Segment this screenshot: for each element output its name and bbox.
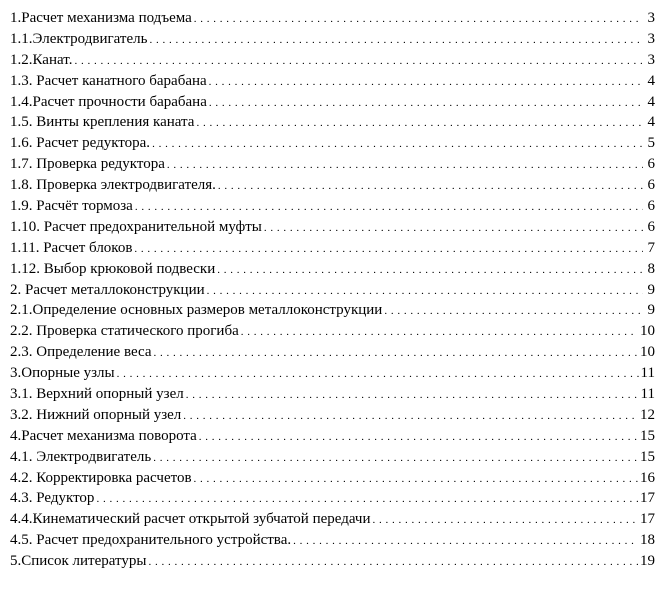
table-of-contents bbox=[10, 8, 655, 572]
toc-entry-title: 2.1.Определение основных размеров металлоконструкции bbox=[10, 302, 383, 319]
toc-entry-page: 15 bbox=[640, 427, 655, 444]
toc-dot-leader bbox=[199, 427, 638, 447]
toc-dot-leader bbox=[194, 9, 643, 29]
toc-entry bbox=[10, 551, 655, 572]
toc-entry bbox=[10, 280, 655, 301]
toc-entry-title: 4.5. Расчет предохранительного устройства. bbox=[10, 532, 292, 549]
toc-entry-page: 3 bbox=[647, 30, 655, 47]
toc-entry bbox=[10, 8, 655, 29]
toc-dot-leader bbox=[373, 510, 639, 530]
toc-entry-title: 1.8. Проверка электродвигателя. bbox=[10, 177, 216, 194]
toc-dot-leader bbox=[218, 176, 643, 196]
toc-entry-page: 6 bbox=[647, 156, 655, 173]
toc-dot-leader bbox=[264, 218, 643, 238]
toc-entry-page: 6 bbox=[647, 198, 655, 215]
toc-entry bbox=[10, 509, 655, 530]
toc-entry bbox=[10, 154, 655, 175]
toc-entry-title: 1.4.Расчет прочности барабана bbox=[10, 93, 207, 110]
toc-entry-title: 1.6. Расчет редуктора. bbox=[10, 135, 151, 152]
toc-entry-title: 1.12. Выбор крюковой подвески bbox=[10, 260, 216, 277]
toc-dot-leader bbox=[134, 239, 643, 259]
toc-entry-title: 1.11. Расчет блоков bbox=[10, 239, 133, 256]
toc-entry bbox=[10, 112, 655, 133]
toc-entry bbox=[10, 238, 655, 259]
toc-entry-page: 15 bbox=[640, 448, 655, 465]
toc-entry-page: 4 bbox=[647, 72, 655, 89]
toc-entry-page: 10 bbox=[640, 344, 655, 361]
toc-entry bbox=[10, 530, 655, 551]
toc-entry-title: 1.10. Расчет предохранительной муфты bbox=[10, 218, 262, 235]
toc-entry-title: 1.9. Расчёт тормоза bbox=[10, 198, 133, 215]
toc-entry-title: 1.7. Проверка редуктора bbox=[10, 156, 165, 173]
toc-entry bbox=[10, 405, 655, 426]
toc-entry-page: 4 bbox=[647, 93, 655, 110]
toc-entry-title: 4.3. Редуктор bbox=[10, 490, 95, 507]
toc-entry-page: 12 bbox=[640, 406, 655, 423]
toc-dot-leader bbox=[186, 385, 639, 405]
toc-entry-title: 4.2. Корректировка расчетов bbox=[10, 469, 192, 486]
toc-entry-page: 17 bbox=[640, 490, 655, 507]
toc-dot-leader bbox=[167, 155, 643, 175]
toc-entry bbox=[10, 175, 655, 196]
toc-dot-leader bbox=[209, 72, 643, 92]
toc-entry-page: 17 bbox=[640, 511, 655, 528]
toc-entry bbox=[10, 488, 655, 509]
toc-entry-page: 5 bbox=[647, 135, 655, 152]
toc-entry-page: 9 bbox=[647, 302, 655, 319]
toc-entry bbox=[10, 426, 655, 447]
toc-entry-title: 1.1.Электродвигатель bbox=[10, 30, 148, 47]
toc-entry-title: 5.Список литературы bbox=[10, 553, 147, 570]
toc-entry-title: 1.5. Винты крепления каната bbox=[10, 114, 195, 131]
toc-entry-page: 10 bbox=[640, 323, 655, 340]
toc-entry bbox=[10, 468, 655, 489]
toc-entry-page: 6 bbox=[647, 177, 655, 194]
toc-entry-page: 9 bbox=[647, 281, 655, 298]
toc-entry bbox=[10, 50, 655, 71]
toc-entry-page: 11 bbox=[640, 386, 655, 403]
toc-dot-leader bbox=[207, 281, 643, 301]
toc-entry bbox=[10, 133, 655, 154]
toc-entry-title: 3.1. Верхний опорный узел bbox=[10, 386, 184, 403]
toc-dot-leader bbox=[183, 406, 638, 426]
toc-entry-page: 3 bbox=[647, 10, 655, 26]
toc-entry bbox=[10, 363, 655, 384]
toc-dot-leader bbox=[153, 448, 638, 468]
toc-entry-page: 19 bbox=[640, 553, 655, 570]
toc-entry-title: 1.3. Расчет канатного барабана bbox=[10, 72, 207, 89]
toc-entry bbox=[10, 217, 655, 238]
toc-entry-title: 4.1. Электродвигатель bbox=[10, 448, 152, 465]
toc-entry-page: 18 bbox=[640, 532, 655, 549]
toc-entry-title: 1.Расчет механизма подъема bbox=[10, 10, 192, 26]
toc-entry bbox=[10, 342, 655, 363]
toc-entry bbox=[10, 196, 655, 217]
toc-entry bbox=[10, 29, 655, 50]
toc-dot-leader bbox=[384, 301, 643, 321]
toc-entry-title: 4.4.Кинематический расчет открытой зубчатой передачи bbox=[10, 511, 371, 528]
toc-entry-title: 1.2.Канат. bbox=[10, 51, 73, 68]
toc-dot-leader bbox=[194, 469, 638, 489]
toc-dot-leader bbox=[241, 322, 638, 342]
toc-entry-page: 4 bbox=[647, 114, 655, 131]
toc-entry bbox=[10, 259, 655, 280]
toc-entry-page: 11 bbox=[640, 365, 655, 382]
toc-dot-leader bbox=[148, 552, 638, 572]
toc-entry-title: 2. Расчет металлоконструкции bbox=[10, 281, 205, 298]
toc-dot-leader bbox=[149, 30, 643, 50]
toc-entry-title: 2.3. Определение веса bbox=[10, 344, 152, 361]
toc-entry-title: 2.2. Проверка статического прогиба bbox=[10, 323, 239, 340]
toc-dot-leader bbox=[217, 260, 643, 280]
toc-dot-leader bbox=[152, 134, 643, 154]
toc-dot-leader bbox=[209, 93, 643, 113]
toc-entry bbox=[10, 321, 655, 342]
toc-dot-leader bbox=[196, 113, 643, 133]
toc-dot-leader bbox=[135, 197, 643, 217]
toc-dot-leader bbox=[154, 343, 639, 363]
toc-entry-title: 3.2. Нижний опорный узел bbox=[10, 406, 182, 423]
toc-dot-leader bbox=[74, 51, 643, 71]
toc-dot-leader bbox=[117, 364, 639, 384]
toc-entry bbox=[10, 447, 655, 468]
toc-entry bbox=[10, 92, 655, 113]
toc-entry-title: 4.Расчет механизма поворота bbox=[10, 427, 197, 444]
toc-entry-page: 3 bbox=[647, 51, 655, 68]
toc-entry-page: 8 bbox=[647, 260, 655, 277]
toc-dot-leader bbox=[293, 531, 638, 551]
toc-entry-title: 3.Опорные узлы bbox=[10, 365, 115, 382]
toc-entry-page: 6 bbox=[647, 218, 655, 235]
toc-entry-page: 16 bbox=[640, 469, 655, 486]
toc-entry bbox=[10, 300, 655, 321]
toc-dot-leader bbox=[96, 489, 638, 509]
toc-entry-page: 7 bbox=[647, 239, 655, 256]
toc-entry bbox=[10, 384, 655, 405]
toc-entry bbox=[10, 71, 655, 92]
